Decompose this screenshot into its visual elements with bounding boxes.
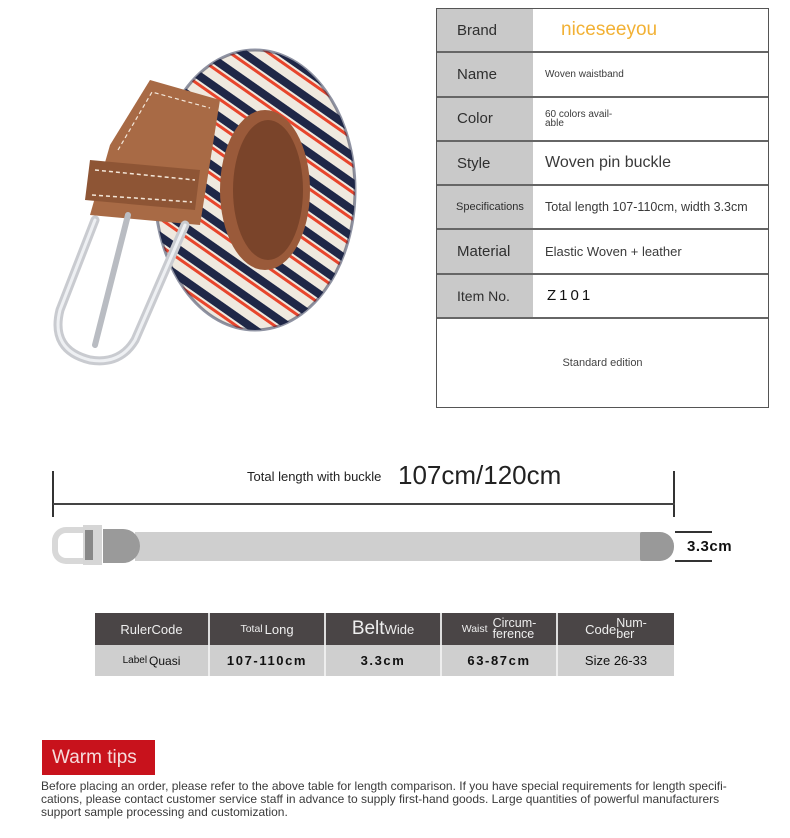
spec-footer: Standard edition: [562, 357, 643, 370]
spec-key: Specifications: [437, 186, 533, 228]
header-text: RulerCode: [120, 621, 183, 637]
header-line1: Circum-: [492, 616, 537, 630]
spec-row-material: [437, 230, 768, 274]
width-line-bottom: [675, 560, 712, 562]
woven-belt-illustration: [40, 40, 370, 370]
spec-row-specifications: [437, 186, 768, 230]
cell-waist: 63-87cm: [442, 645, 558, 676]
header-line1: Num-: [616, 616, 647, 630]
cell-prefix: Label: [122, 655, 148, 666]
cell-text: Quasi: [149, 653, 181, 668]
spec-row-brand: [437, 9, 768, 53]
warm-tips-badge: Warm tips: [42, 740, 155, 775]
belt-diagram-strap: [135, 532, 655, 561]
header-text: Wide: [384, 621, 415, 637]
header-prefix: Code: [585, 621, 617, 637]
cell-belt-wide: 3.3cm: [326, 645, 442, 676]
dimension-tick-right: [673, 471, 675, 517]
header-text: Long: [264, 621, 294, 637]
spec-value: Z101: [547, 287, 594, 305]
header-belt-wide: [326, 613, 442, 645]
spec-row-name: [437, 53, 768, 97]
header-stack: [616, 618, 647, 640]
header-line2: ber: [616, 627, 635, 641]
header-prefix: Waist: [461, 623, 488, 635]
width-line-top: [675, 531, 712, 533]
cell-label-quasi: [95, 645, 210, 676]
header-line2: ference: [492, 627, 535, 641]
belt-diagram-leather: [103, 529, 140, 563]
spec-value: [533, 98, 768, 140]
header-prefix: Belt: [351, 618, 385, 639]
spec-key: Style: [437, 142, 533, 184]
header-code-number: [558, 613, 674, 645]
spec-key: Item No.: [437, 275, 533, 317]
spec-key: Material: [437, 230, 533, 272]
buckle-bar-inner: [85, 530, 93, 560]
spec-key: Brand: [437, 9, 533, 51]
size-table: [95, 613, 674, 676]
header-ruler-code: [95, 613, 210, 645]
color-value-line2: able: [545, 117, 564, 129]
header-waist-circumference: [442, 613, 558, 645]
warm-tips-text: Before placing an order, please refer to the above table for length comparison. If you have special requirements for length specifi- cations, please contact customer service staff in advance to supply first-hand goods. Large quantities of powerful manufacturers support sample processing and customization.: [41, 779, 727, 819]
dimension-line: [53, 503, 675, 505]
length-value: 107cm/120cm: [398, 460, 562, 490]
spec-value: Woven waistband: [545, 68, 624, 80]
spec-row-item-no: [437, 275, 768, 319]
header-stack: [493, 618, 537, 640]
spec-value: Elastic Woven + leather: [545, 244, 682, 260]
size-table-row: [95, 645, 674, 676]
cell-size: Size 26-33: [558, 645, 674, 676]
spec-key: Color: [437, 98, 533, 140]
belt-diagram-tip: [640, 532, 674, 561]
size-table-header: [95, 613, 674, 645]
cell-total-long: 107-110cm: [210, 645, 326, 676]
spec-row-color: [437, 98, 768, 142]
header-prefix: Total: [240, 623, 263, 635]
spec-value: Total length 107-110cm, width 3.3cm: [545, 200, 748, 215]
color-value-line1: 60 colors avail-: [545, 108, 613, 120]
header-total-long: [210, 613, 326, 645]
spec-row-style: [437, 142, 768, 186]
spec-key: Name: [437, 53, 533, 95]
width-label: 3.3cm: [687, 538, 733, 555]
dimension-tick-left: [52, 471, 54, 517]
spec-table: [436, 8, 769, 408]
length-label: Total length with buckle: [247, 469, 382, 484]
product-image: [40, 40, 370, 370]
brand-value: niceseeyou: [561, 19, 658, 41]
spec-value: Woven pin buckle: [545, 154, 671, 172]
